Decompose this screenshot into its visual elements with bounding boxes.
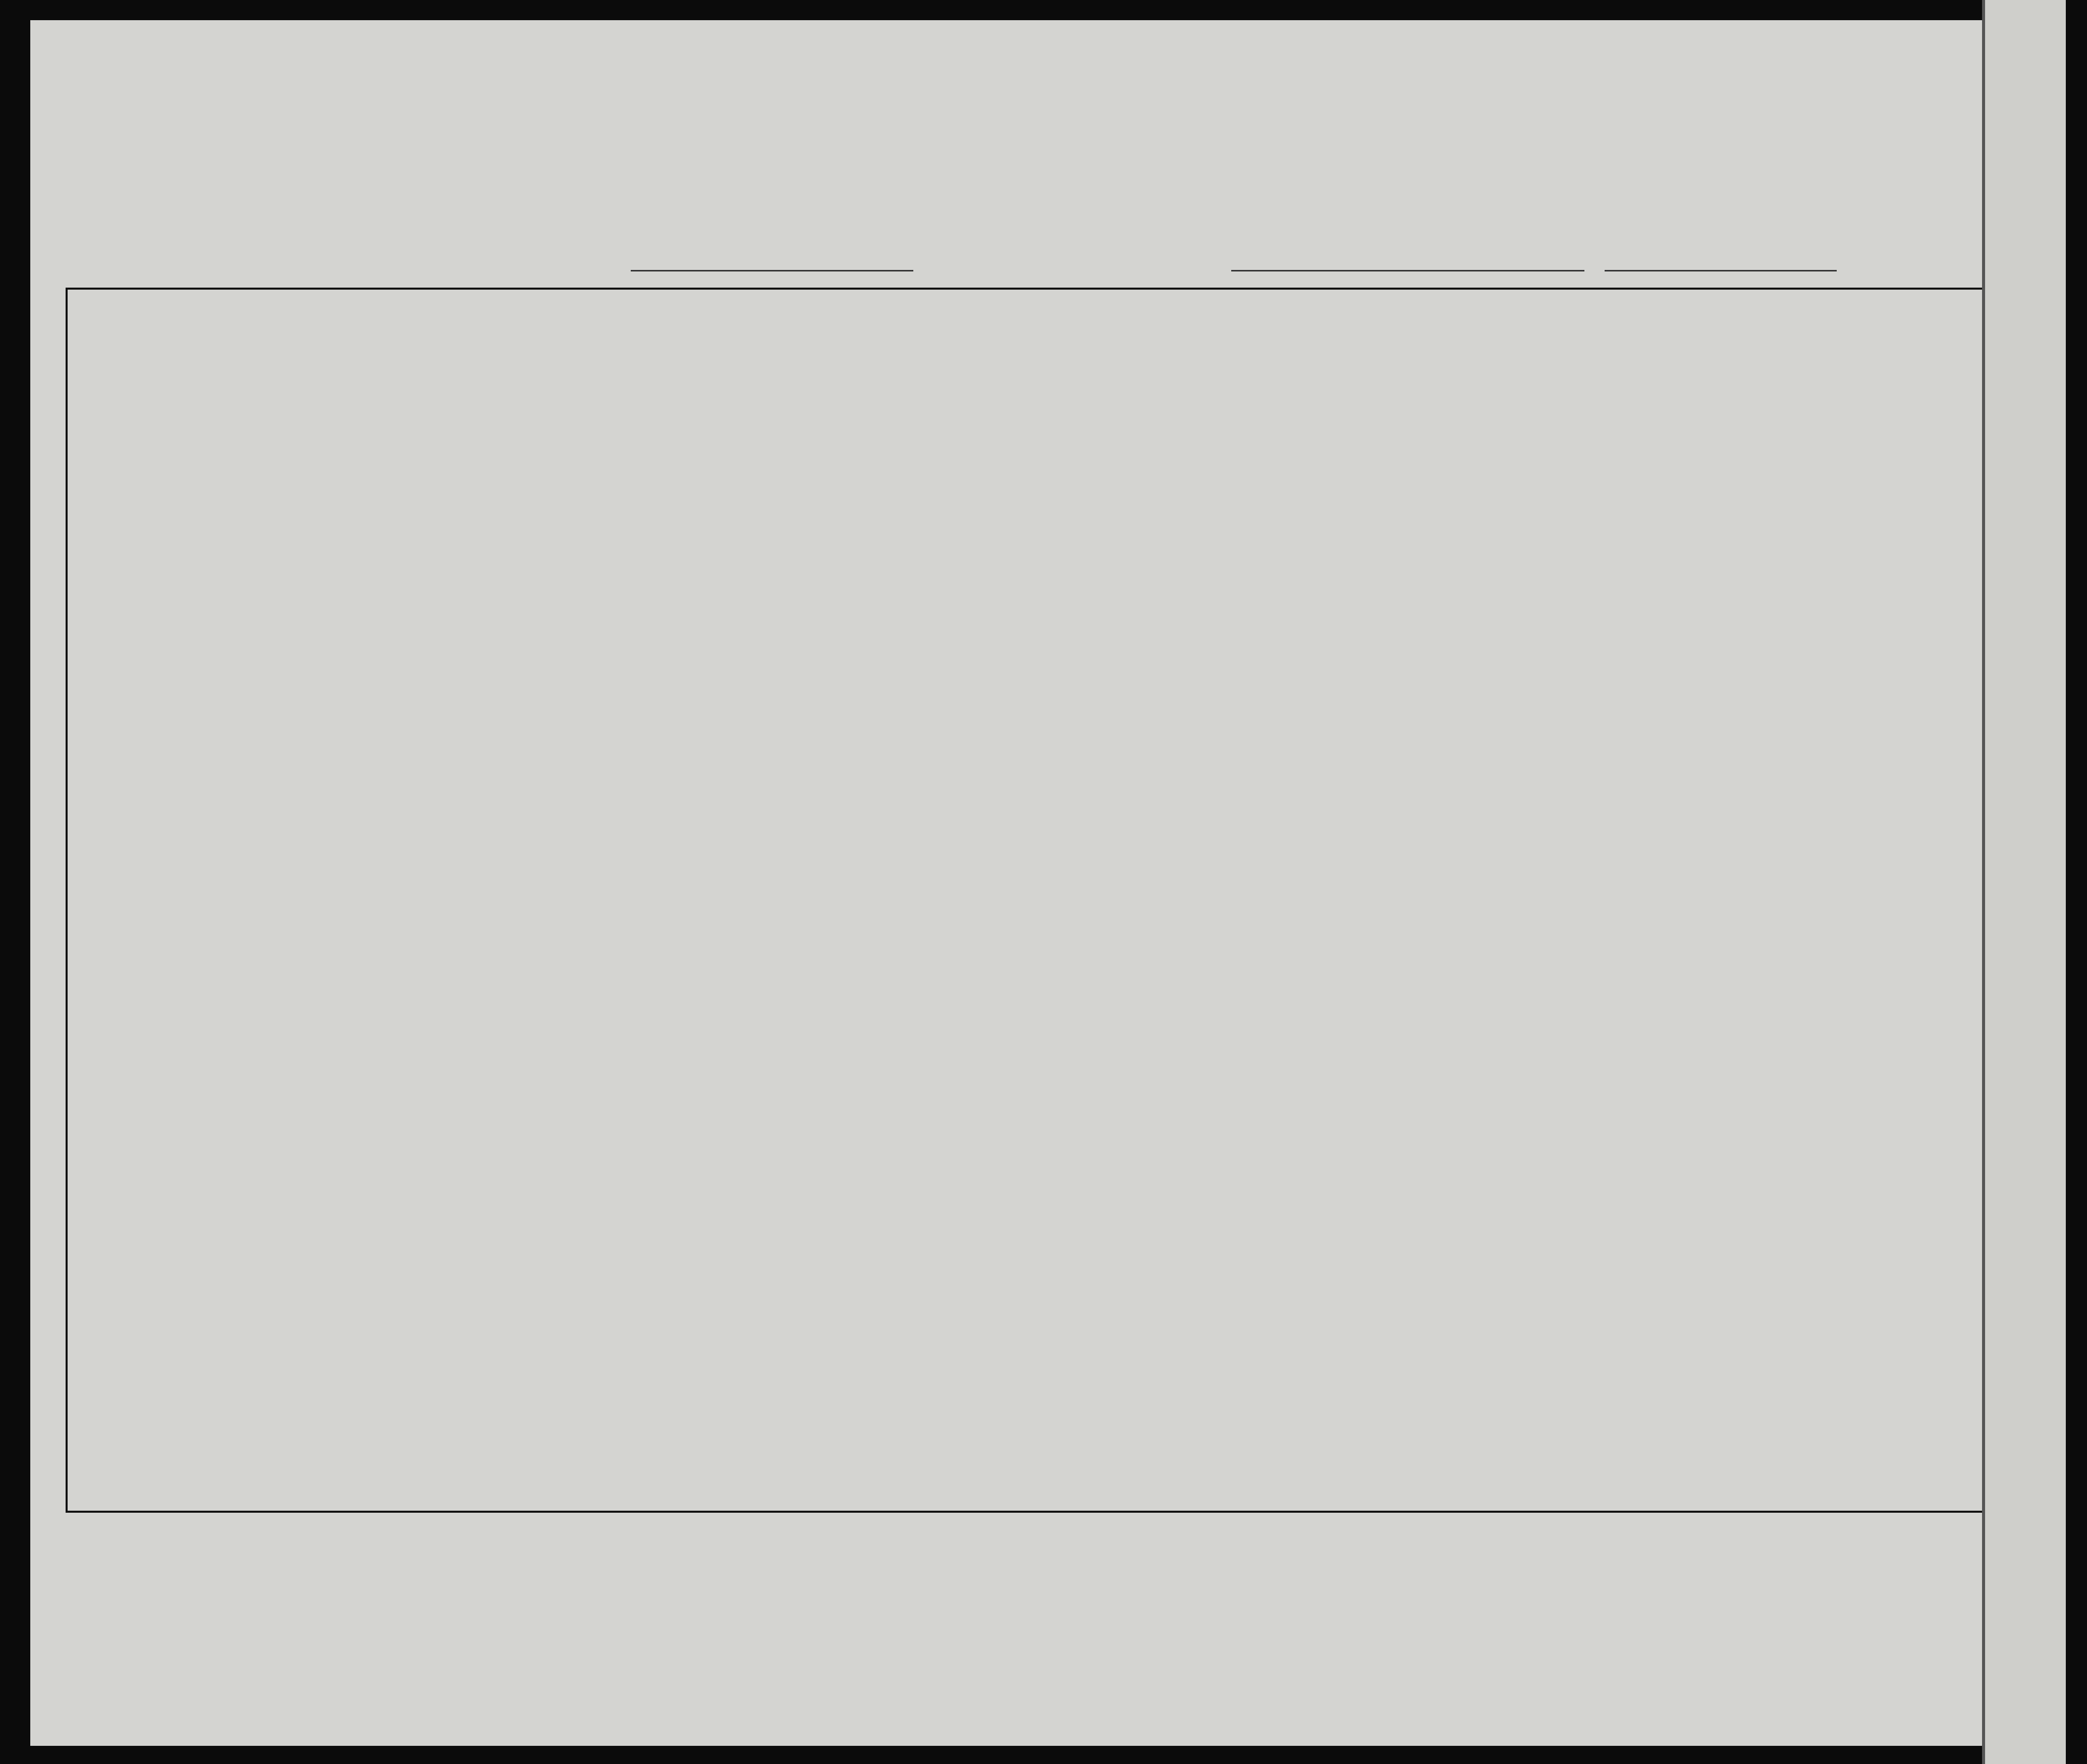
date-underline [1605, 270, 1837, 271]
ship-underline [631, 270, 913, 271]
manifest-table [66, 288, 2017, 1513]
port-underline [1231, 270, 1584, 271]
adjacent-sheet-strip [1982, 0, 2066, 1764]
manifest-sheet [30, 20, 2054, 1746]
